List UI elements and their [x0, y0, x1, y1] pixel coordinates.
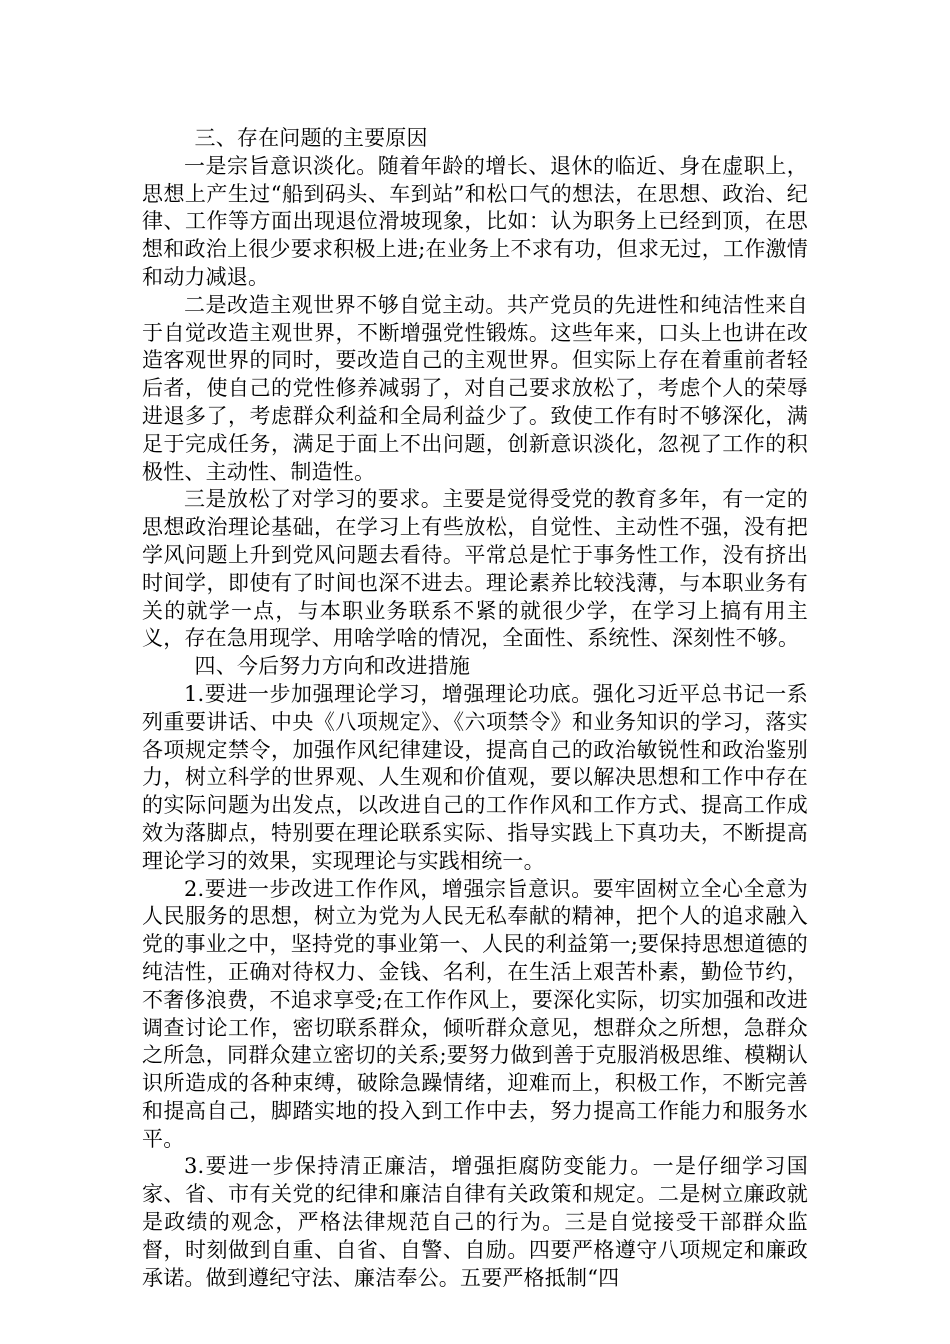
section-heading-causes: 三、存在问题的主要原因 — [194, 126, 428, 150]
paragraph-study-requirements: 三是放松了对学习的要求。主要是觉得受党的教育多年，有一定的思想政治理论基础，在学习上有些放松，自觉性、主动性不强，没有把学风问题上升到党风问题去看待。平常总是忙于事务性工作，没有挤出时间学，即使有了时间也深不进去。理论素养比较浅薄，与本职业务有关的就学一点，与本职业务联系不紧的就很少学，在学习上搞有用主义，存在急用现学、用啥学啥的情况，全面性、系统性、深刻性不够。 — [142, 487, 808, 651]
paragraph-measure-3: 3.要进一步保持清正廉洁，增强拒腐防变能力。一是仔细学习国家、省、市有关党的纪律和廉洁自律有关政策和规定。二是树立廉政就是政绩的观念，严格法律规范自己的行为。三是自觉接受干部群众监督，时刻做到自重、自省、自警、自励。四要严格遵守八项规定和廉政承诺。做到遵纪守法、廉洁奉公。五要严格抵制“四 — [142, 1154, 808, 1290]
paragraph-purpose-awareness: 一是宗旨意识淡化。随着年龄的增长、退休的临近、身在虚职上，思想上产生过“船到码头、车到站”和松口气的想法，在思想、政治、纪律、工作等方面出现退位滑坡现象，比如：认为职务上已经到顶，在思想和政治上很少要求积极上进;在业务上不求有功，但求无过，工作激情和动力减退。 — [142, 153, 808, 289]
section-heading-measures: 四、今后努力方向和改进措施 — [194, 654, 471, 679]
paragraph-measure-1: 1.要进一步加强理论学习，增强理论功底。强化习近平总书记一系列重要讲话、中央《八项规定》、《六项禁令》和业务知识的学习，落实各项规定禁令，加强作风纪律建设，提高自己的政治敏锐性和政治鉴别力，树立科学的世界观、人生观和价值观，要以解决思想和工作中存在的实际问题为出发点，以改进自己的工作作风和工作方式、提高工作成效为落脚点，特别要在理论联系实际、指导实践上下真功夫，不断提高理论学习的效果，实现理论与实践相统一。 — [142, 681, 808, 873]
paragraph-subjective-world: 二是改造主观世界不够自觉主动。共产党员的先进性和纯洁性来自于自觉改造主观世界，不断增强党性锻炼。这些年来，口头上也讲在改造客观世界的同时，要改造自己的主观世界。但实际上存在着重前者轻后者，使自己的党性修养减弱了，对自己要求放松了，考虑个人的荣辱进退多了，考虑群众利益和全局利益少了。致使工作有时不够深化，满足于完成任务，满足于面上不出问题，创新意识淡化，忽视了工作的积极性、主动性、制造性。 — [142, 292, 808, 484]
document-body — [142, 125, 808, 1292]
paragraph-measure-2: 2.要进一步改进工作作风，增强宗旨意识。要牢固树立全心全意为人民服务的思想，树立为党为人民无私奉献的精神，把个人的追求融入党的事业之中，坚持党的事业第一、人民的利益第一;要保持思想道德的纯洁性，正确对待权力、金钱、名利，在生活上艰苦朴素，勤俭节约，不奢侈浪费，不追求享受;在工作作风上，要深化实际，切实加强和改进调查讨论工作，密切联系群众，倾听群众意见，想群众之所想，急群众之所急，同群众建立密切的关系;要努力做到善于克服消极思维、模糊认识所造成的各种束缚，破除急躁情绪，迎难而上，积极工作，不断完善和提高自己，脚踏实地的投入到工作中去，努力提高工作能力和服务水平。 — [142, 876, 808, 1151]
